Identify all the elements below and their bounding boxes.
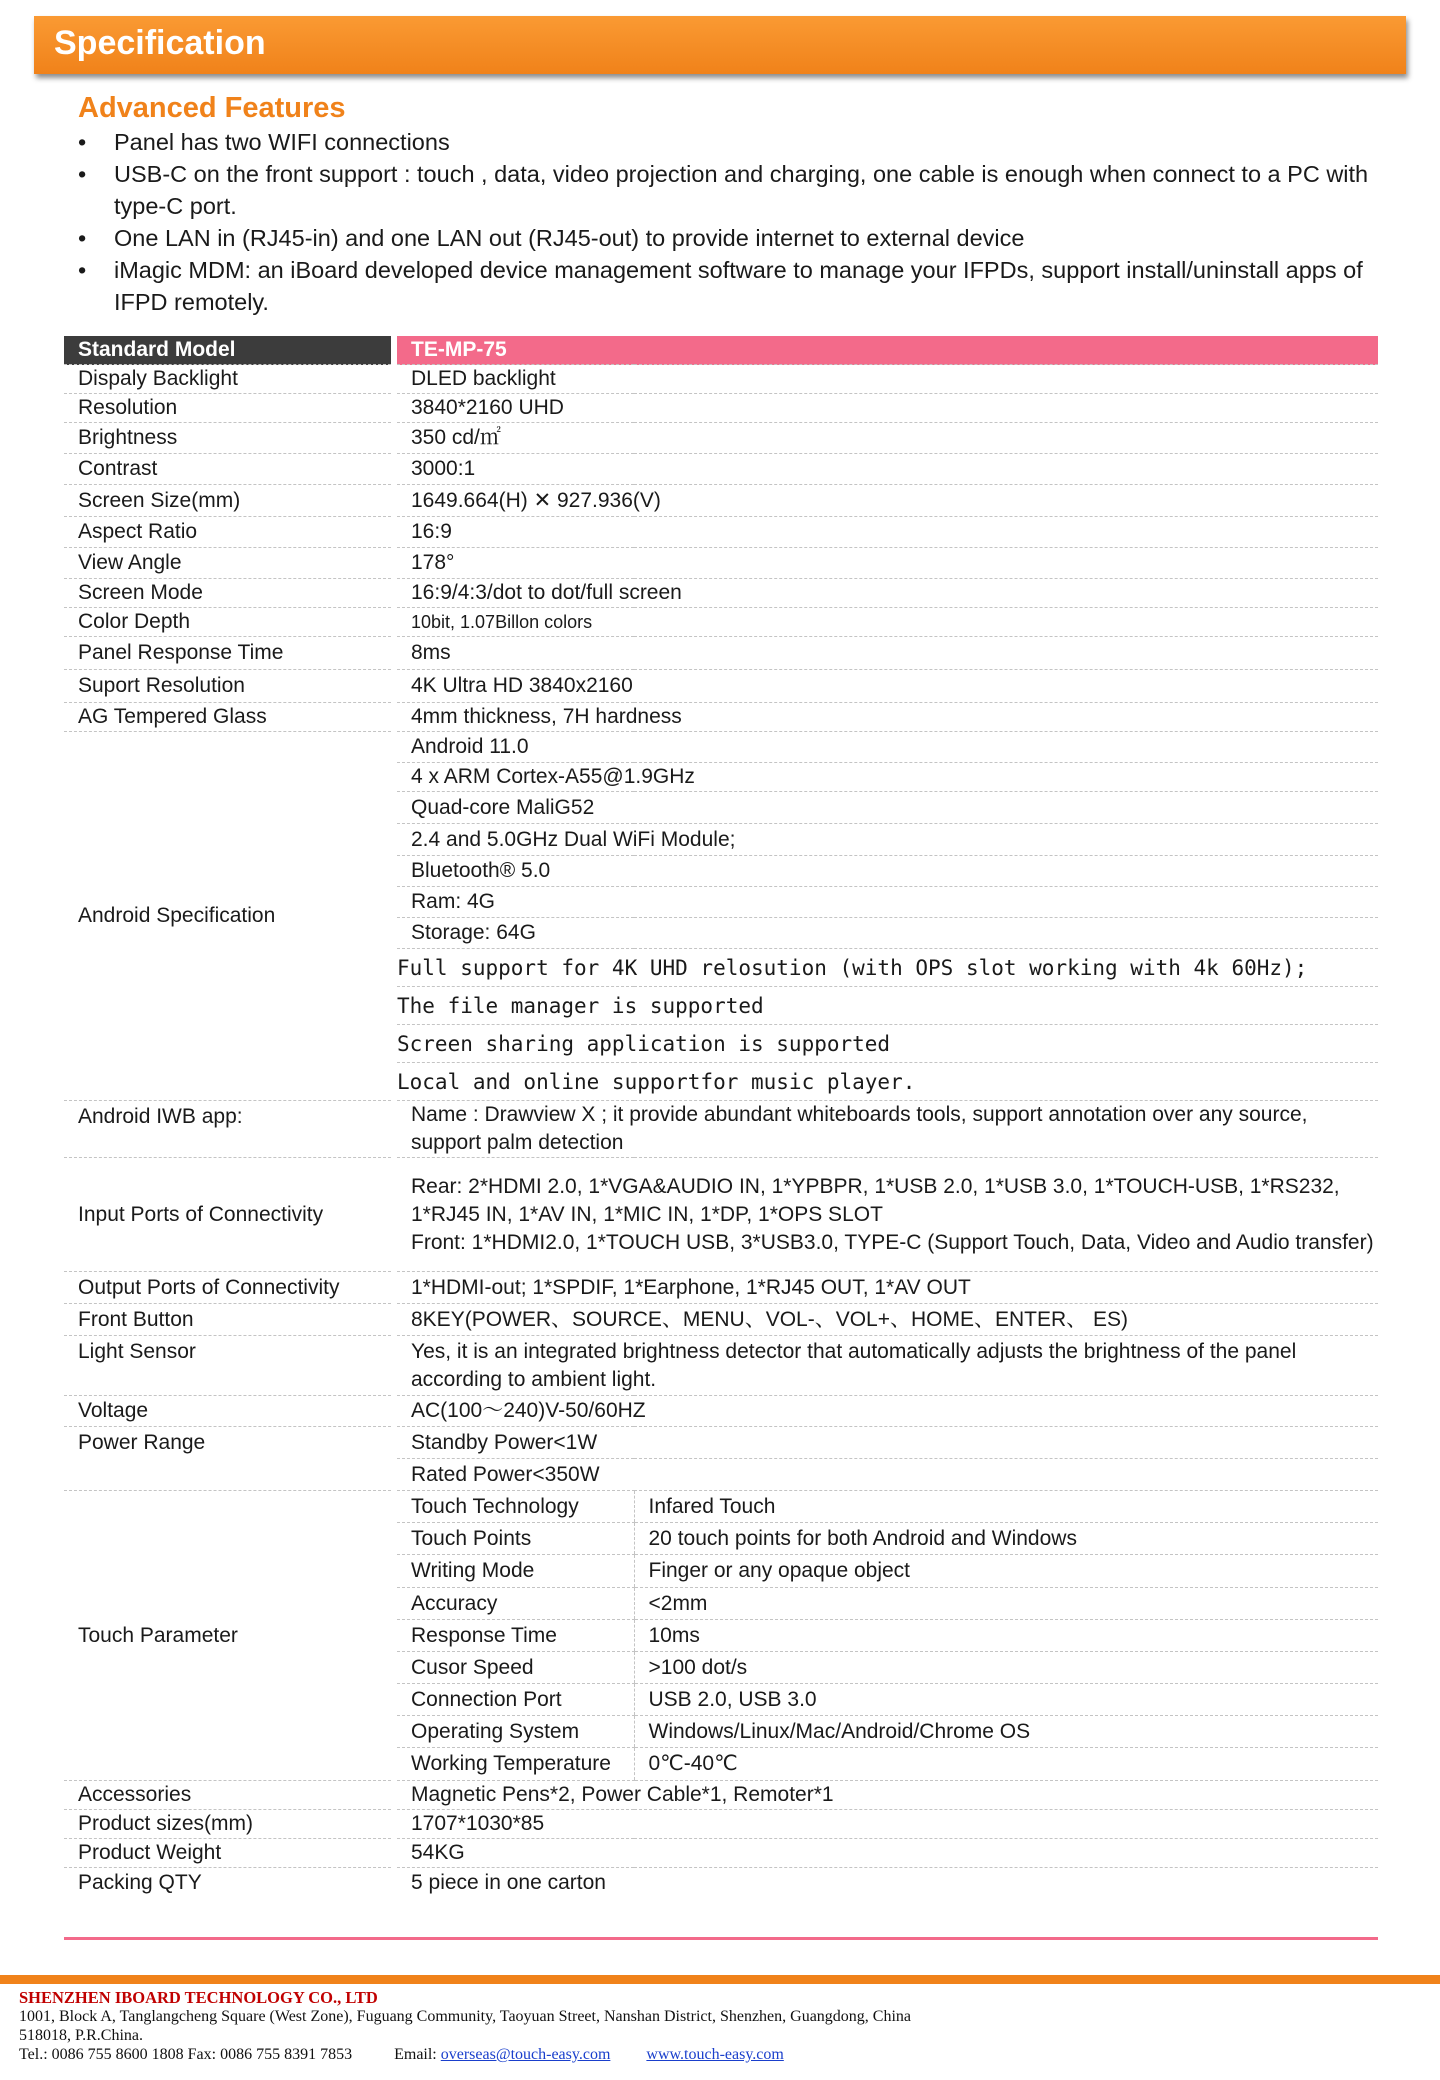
row-label: Brightness — [64, 423, 394, 454]
table-row — [64, 608, 1378, 637]
footer-divider — [0, 1975, 1440, 1984]
touch-key: Operating System — [394, 1716, 634, 1748]
page-title: Specification — [54, 24, 266, 62]
touch-key: Touch Points — [394, 1523, 634, 1555]
table-row — [64, 517, 1378, 548]
table-row — [64, 1868, 1378, 1898]
specification-table — [64, 336, 1378, 1898]
table-row — [64, 1491, 1378, 1523]
touch-value: Windows/Linux/Mac/Android/Chrome OS — [634, 1716, 1378, 1748]
row-label: Packing QTY — [78, 1870, 202, 1894]
row-value: 8KEY(POWER、SOURCE、MENU、VOL-、VOL+、HOME、ENTER、 ES) — [394, 1304, 1378, 1336]
row-label: Output Ports of Connectivity — [64, 1272, 394, 1304]
model-name: TE-MP-75 — [394, 336, 1378, 365]
touch-key: Response Time — [394, 1620, 634, 1652]
table-end-divider — [64, 1937, 1378, 1940]
touch-value: USB 2.0, USB 3.0 — [634, 1684, 1378, 1716]
row-label: Light Sensor — [64, 1336, 394, 1396]
touch-value: Infared Touch — [634, 1491, 1378, 1523]
row-label: Android IWB app: — [64, 1101, 394, 1158]
touch-value: >100 dot/s — [634, 1652, 1378, 1684]
tel-fax: Tel.: 0086 755 8600 1808 Fax: 0086 755 8391 7853 — [19, 2046, 353, 2063]
footer — [19, 1988, 911, 2064]
row-label: Android Specification — [64, 732, 394, 1101]
table-row — [64, 1781, 1378, 1810]
header-label: Standard Model — [64, 336, 394, 365]
row-label: Screen Size(mm) — [64, 485, 394, 517]
table-row — [64, 394, 1378, 423]
row-label: Contrast — [64, 454, 394, 485]
table-row — [64, 1810, 1378, 1839]
row-label: Product Weight — [64, 1839, 394, 1868]
row-value: 4 x ARM Cortex-A55@1.9GHz — [394, 763, 1378, 792]
touch-key: Cusor Speed — [394, 1652, 634, 1684]
row-label: Aspect Ratio — [64, 517, 394, 548]
row-value: 1649.664(H) ✕ 927.936(V) — [394, 485, 1378, 517]
row-value: DLED backlight — [394, 365, 1378, 394]
table-row — [64, 1158, 1378, 1272]
row-value: 16:9/4:3/dot to dot/full screen — [394, 579, 1378, 608]
row-value: 10bit, 1.07Billon colors — [394, 608, 1378, 637]
row-value: 4mm thickness, 7H hardness — [394, 703, 1378, 732]
email-link[interactable]: overseas@touch-easy.com — [440, 2046, 611, 2063]
row-value: Full support for 4K UHD relosution (with OPS slot working with 4k 60Hz); — [394, 949, 1378, 987]
address-line: 518018, P.R.China. — [19, 2027, 144, 2044]
touch-key: Accuracy — [394, 1588, 634, 1620]
feature-item: • One LAN in (RJ45-in) and one LAN out (RJ45-out) to provide internet to external device — [78, 222, 1378, 254]
table-row — [64, 1336, 1378, 1396]
row-label: Voltage — [64, 1396, 394, 1427]
table-header-row — [64, 336, 1378, 365]
row-label: Front Button — [64, 1304, 394, 1336]
email-label: Email: — [394, 2046, 441, 2063]
row-label: Dispaly Backlight — [64, 365, 394, 394]
row-value: 5 piece in one carton — [394, 1868, 1378, 1898]
row-label: Power Range — [64, 1427, 394, 1491]
row-value: Storage: 64G — [394, 918, 1378, 949]
touch-key: Working Temperature — [394, 1748, 634, 1781]
row-label: Screen Mode — [64, 579, 394, 608]
row-value: The file manager is supported — [394, 987, 1378, 1025]
row-value: 8ms — [394, 637, 1378, 670]
row-label: Accessories — [64, 1781, 394, 1810]
row-value: AC(100～240)V-50/60HZ — [394, 1396, 1378, 1427]
table-row — [64, 637, 1378, 670]
row-value: Ram: 4G — [394, 887, 1378, 918]
row-value: Name : Drawview X ; it provide abundant whiteboards tools, support annotation over any source, support palm detection — [394, 1101, 1378, 1158]
row-label: Suport Resolution — [64, 670, 394, 703]
row-value: Quad-core MaliG52 — [394, 792, 1378, 824]
row-value: 2.4 and 5.0GHz Dual WiFi Module; — [394, 824, 1378, 856]
row-value: Rated Power<350W — [394, 1459, 1378, 1491]
touch-value: 0℃-40℃ — [634, 1748, 1378, 1781]
row-value: 350 cd/㎡ — [394, 423, 1378, 454]
row-value: Bluetooth® 5.0 — [394, 856, 1378, 887]
touch-value: <2mm — [634, 1588, 1378, 1620]
row-label: Product sizes(mm) — [64, 1810, 394, 1839]
row-value: 54KG — [394, 1839, 1378, 1868]
website-link[interactable]: www.touch-easy.com — [646, 2046, 784, 2063]
table-row — [64, 703, 1378, 732]
row-value: Magnetic Pens*2, Power Cable*1, Remoter*1 — [394, 1781, 1378, 1810]
touch-value: Finger or any opaque object — [634, 1555, 1378, 1588]
row-value: 3840*2160 UHD — [394, 394, 1378, 423]
table-row — [64, 579, 1378, 608]
row-value: 4K Ultra HD 3840x2160 — [394, 670, 1378, 703]
row-label: View Angle — [64, 548, 394, 579]
company-name: SHENZHEN IBOARD TECHNOLOGY CO., LTD — [19, 1988, 378, 2007]
row-value: 16:9 — [394, 517, 1378, 548]
row-value: Screen sharing application is supported — [394, 1025, 1378, 1063]
advanced-features-heading: Advanced Features — [78, 92, 346, 124]
feature-item: • iMagic MDM: an iBoard developed device management software to manage your IFPDs, support install/uninstall apps of IFPD remotely. — [78, 254, 1378, 318]
row-value: 3000:1 — [394, 454, 1378, 485]
address-line: 1001, Block A, Tanglangcheng Square (West Zone), Fuguang Community, Taoyuan Street, Nanshan District, Shenzhen, Guangdong, China — [19, 2008, 912, 2025]
section-banner — [34, 16, 1406, 74]
table-row — [64, 365, 1378, 394]
table-row — [64, 732, 1378, 763]
table-row — [64, 670, 1378, 703]
row-value: Yes, it is an integrated brightness detector that automatically adjusts the brightness of the panel according to ambient light. — [394, 1336, 1378, 1396]
table-row — [64, 1396, 1378, 1427]
row-value: Android 11.0 — [394, 732, 1378, 763]
row-value: 1*HDMI-out; 1*SPDIF, 1*Earphone, 1*RJ45 OUT, 1*AV OUT — [394, 1272, 1378, 1304]
touch-value: 20 touch points for both Android and Windows — [634, 1523, 1378, 1555]
row-label: AG Tempered Glass — [64, 703, 394, 732]
table-row — [64, 548, 1378, 579]
touch-key: Touch Technology — [394, 1491, 634, 1523]
row-label: Input Ports of Connectivity — [64, 1158, 394, 1272]
rear-ports: Rear: 2*HDMI 2.0, 1*VGA&AUDIO IN, 1*YPBPR, 1*USB 2.0, 1*USB 3.0, 1*TOUCH-USB, 1*RS232, 1*RJ45 IN, 1*AV IN, 1*MIC IN, 1*DP, 1*OPS SLOT — [411, 1174, 1340, 1226]
table-row — [64, 423, 1378, 454]
row-value — [394, 1158, 1378, 1272]
table-row — [64, 1101, 1378, 1158]
table-row — [64, 1427, 1378, 1459]
feature-item: • USB-C on the front support : touch , data, video projection and charging, one cable is enough when connect to a PC with type-C port. — [78, 158, 1378, 222]
contact-line — [19, 2045, 911, 2064]
touch-key: Writing Mode — [394, 1555, 634, 1588]
table-row — [64, 1304, 1378, 1336]
row-label: Resolution — [64, 394, 394, 423]
table-row — [64, 1839, 1378, 1868]
row-value: 1707*1030*85 — [394, 1810, 1378, 1839]
row-value: Standby Power<1W — [394, 1427, 1378, 1459]
table-row — [64, 485, 1378, 517]
front-ports: Front: 1*HDMI2.0, 1*TOUCH USB, 3*USB3.0, TYPE-C (Support Touch, Data, Video and Audio transfer) — [411, 1230, 1374, 1254]
table-row — [64, 1272, 1378, 1304]
row-label: Color Depth — [64, 608, 394, 637]
feature-item: • Panel has two WIFI connections — [78, 126, 1378, 158]
advanced-features-list — [78, 126, 1378, 318]
row-value: 178° — [394, 548, 1378, 579]
touch-value: 10ms — [634, 1620, 1378, 1652]
row-label: Panel Response Time — [64, 637, 394, 670]
row-value: Local and online supportfor music player. — [394, 1063, 1378, 1101]
touch-key: Connection Port — [394, 1684, 634, 1716]
table-row — [64, 454, 1378, 485]
row-label: Touch Parameter — [64, 1491, 394, 1781]
